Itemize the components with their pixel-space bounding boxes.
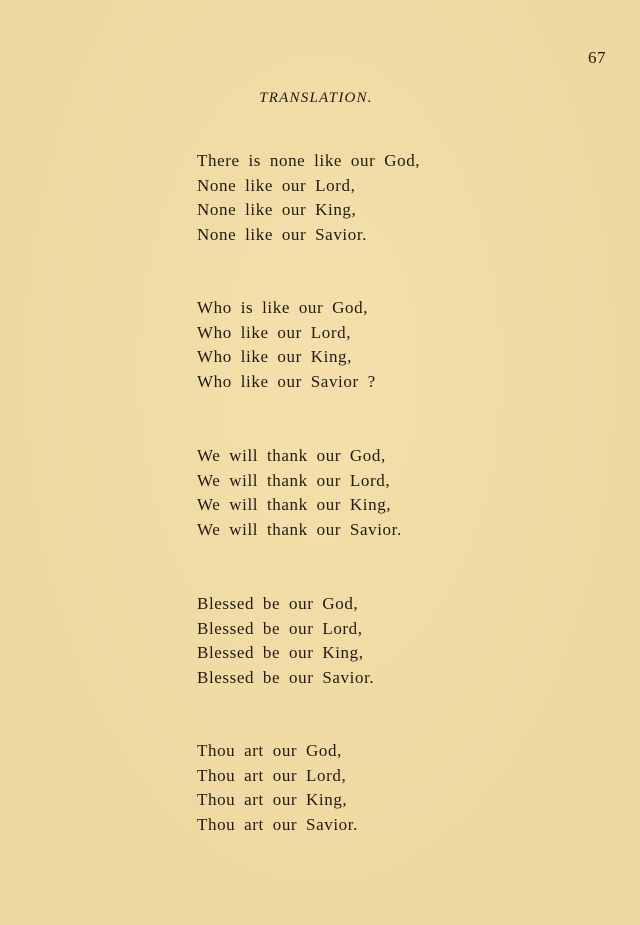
verse-line: We will thank our God,: [197, 446, 386, 465]
verse-line: Thou art our God,: [197, 741, 342, 760]
page-number: 67: [588, 48, 606, 67]
verse-line: Who like our Lord,: [197, 322, 352, 342]
verse-line: Who like our Savior ?: [197, 371, 376, 391]
verse-line: Blessed be our God,: [197, 594, 359, 613]
stanza-2: [197, 296, 597, 394]
verse-line: None like our Savior.: [197, 224, 368, 244]
verse-line: None like our Lord,: [197, 175, 356, 195]
verse-line: None like our King,: [197, 200, 357, 220]
stanza-3: [197, 444, 597, 542]
verse-line: Thou art our King,: [197, 790, 348, 810]
stanza-4: [197, 592, 597, 690]
verse-line: We will thank our Lord,: [197, 470, 391, 490]
verse-line: Blessed be our King,: [197, 643, 364, 663]
section-heading: TRANSLATION.: [259, 90, 373, 106]
stanza-5: [197, 739, 597, 837]
verse-line: Who is like our God,: [197, 298, 369, 317]
verse-line: Blessed be our Savior.: [197, 667, 375, 687]
verse-line: Blessed be our Lord,: [197, 618, 363, 638]
verse-line: Thou art our Savior.: [197, 814, 358, 834]
verse-line: Who like our King,: [197, 347, 352, 367]
verse-line: We will thank our King,: [197, 495, 392, 515]
verse-line: There is none like our God,: [197, 151, 421, 170]
verse-line: We will thank our Savior.: [197, 519, 402, 539]
stanza-1: [197, 149, 597, 247]
verse-line: Thou art our Lord,: [197, 765, 347, 785]
